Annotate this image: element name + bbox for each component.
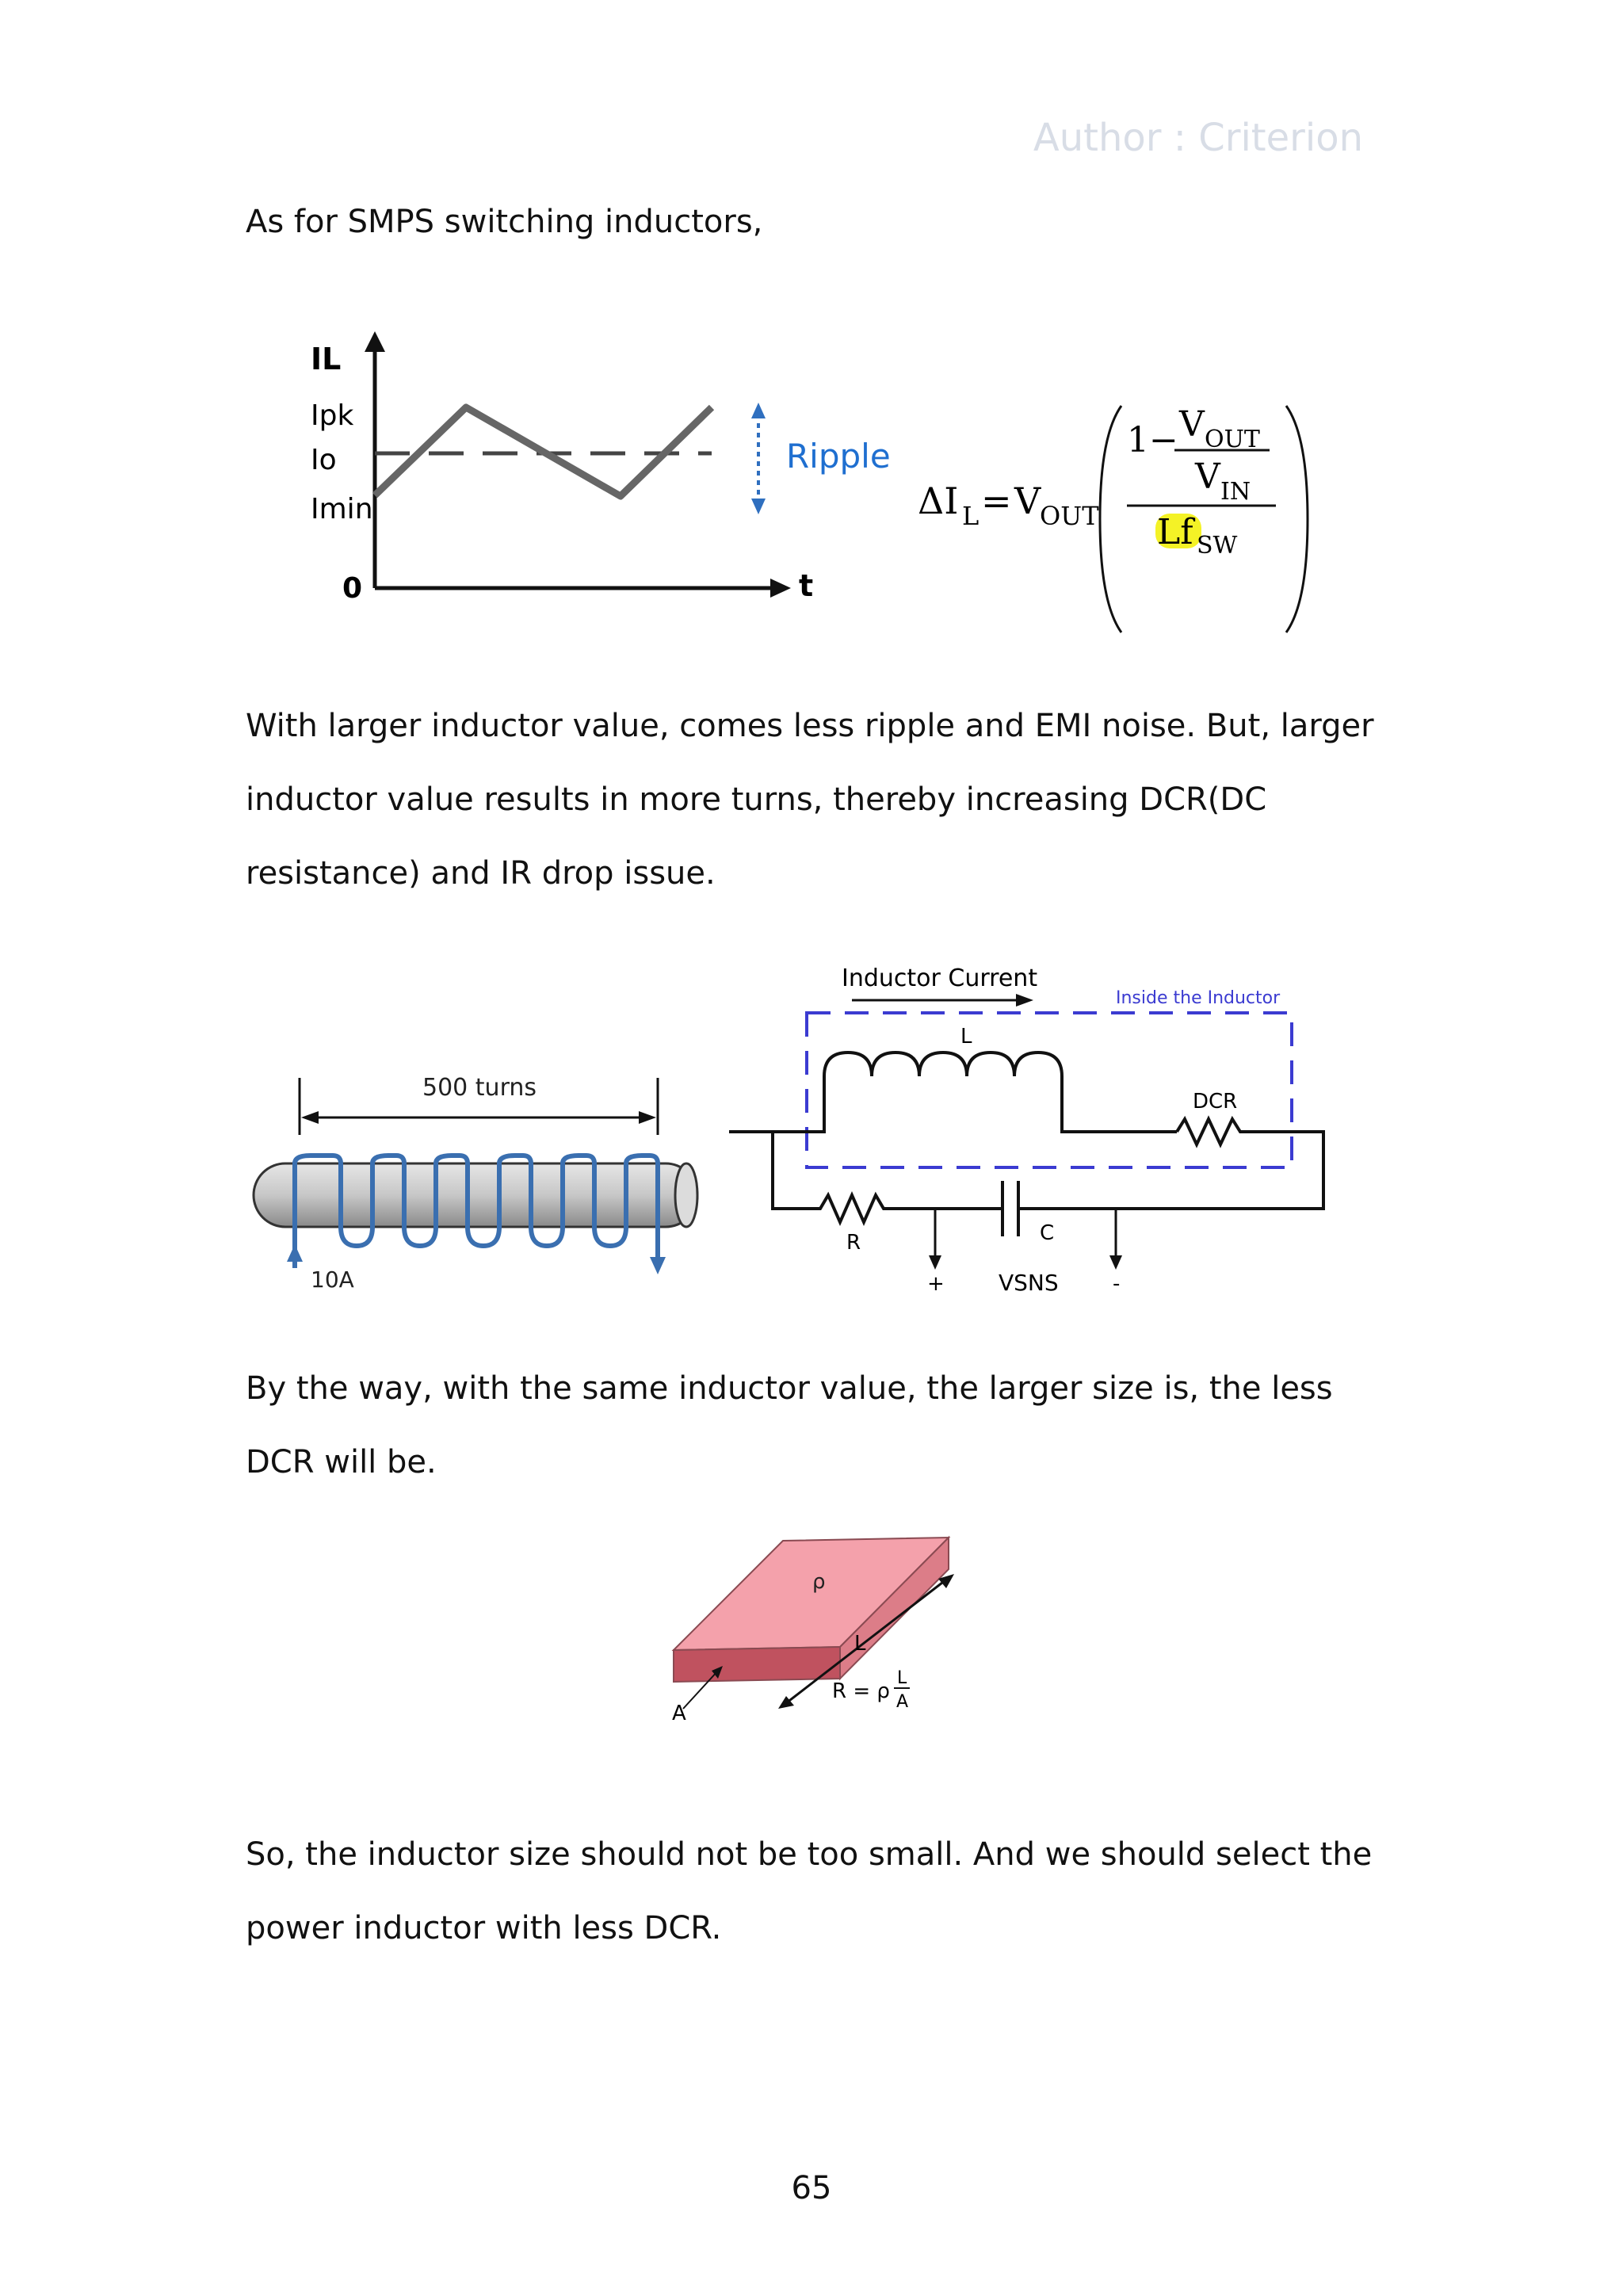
paragraph-conclusion: So, the inductor size should not be too small. And we should select the power inductor with less DCR. [246,1836,1373,1946]
formula-numerator: L [897,1668,907,1688]
ripple-formula [918,404,1308,632]
formula-lhs-sub: L [962,501,980,531]
formula-num-sub: OUT [1205,426,1260,453]
area-label: A [672,1702,686,1725]
paragraph-size: By the way, with the same inductor value, the larger size is, the less DCR will be. [246,1370,1333,1480]
author-header: Author : Criterion [1033,116,1363,160]
inductor-dcr-figure [238,951,1379,1316]
level-imin: Imin [311,493,373,525]
rod [254,1163,697,1227]
current-direction-arrow-icon [1016,994,1033,1007]
x-axis-arrow-icon [770,579,791,598]
turns-right-arrow-icon [639,1111,656,1124]
formula-v: V [1014,479,1041,522]
vsns-minus-arrow-icon [1109,1255,1122,1270]
inside-inductor-label: Inside the Inductor [1116,988,1281,1008]
vsns-label: VSNS [999,1270,1059,1296]
level-ipk: Ipk [311,399,354,432]
left-paren [1100,406,1121,632]
rod-end [675,1163,697,1227]
vsns-plus-arrow-icon [929,1255,941,1270]
paragraph-ripple: With larger inductor value, comes less ripple and EMI noise. But, larger inductor value results in more turns, thereby increasing DCR(DC resistance) and IR drop issue. [246,708,1374,892]
dcr-circuit [729,965,1323,1296]
resistance-bar-figure [650,1522,983,1728]
inductor-current-label: Inductor Current [842,965,1038,992]
inductor-symbol [729,1052,1177,1132]
length-label: L [854,1632,866,1656]
y-axis-label: IL [311,342,342,376]
formula-num-v: V [1179,404,1205,445]
y-axis-arrow-icon [365,331,385,352]
x-axis-label: t [799,568,814,603]
formula-denominator: A [896,1692,909,1712]
formula-one-minus: 1− [1127,420,1178,460]
bar-side [674,1647,840,1682]
inductor-l-label: L [960,1025,972,1049]
formula-eq: = [981,479,1012,522]
ripple-figure [293,317,1323,634]
turns-label: 500 turns [422,1074,537,1102]
formula-lhs: R = ρ [832,1679,890,1703]
paragraph-intro: As for SMPS switching inductors, [246,204,763,240]
dcr-label: DCR [1193,1090,1238,1114]
ripple-arrow-up-icon [751,403,766,418]
current-in-arrow-icon [287,1244,303,1262]
current-label: 10A [311,1266,354,1293]
page-number: 65 [791,2170,832,2206]
formula-v-sub: OUT [1040,501,1099,531]
ripple-label: Ripple [786,437,891,476]
formula-lf-sub: SW [1197,532,1238,560]
right-paren [1286,406,1308,632]
plus-label: + [927,1272,945,1296]
formula-lf: Lf [1157,512,1193,552]
rho-label: ρ [812,1570,826,1594]
coil-illustration [254,1074,697,1293]
minus-label: - [1113,1272,1121,1296]
c-label: C [1040,1221,1055,1245]
formula-den-sub: IN [1220,478,1251,506]
ripple-waveform [375,407,712,496]
turns-left-arrow-icon [301,1111,319,1124]
ripple-arrow-down-icon [751,499,766,514]
r-label: R [846,1231,861,1255]
formula-den-v: V [1195,457,1220,497]
formula-lhs: ΔI [918,479,959,522]
zero-label: 0 [342,572,363,605]
current-out-arrow-icon [650,1257,666,1274]
level-io: Io [311,444,337,476]
